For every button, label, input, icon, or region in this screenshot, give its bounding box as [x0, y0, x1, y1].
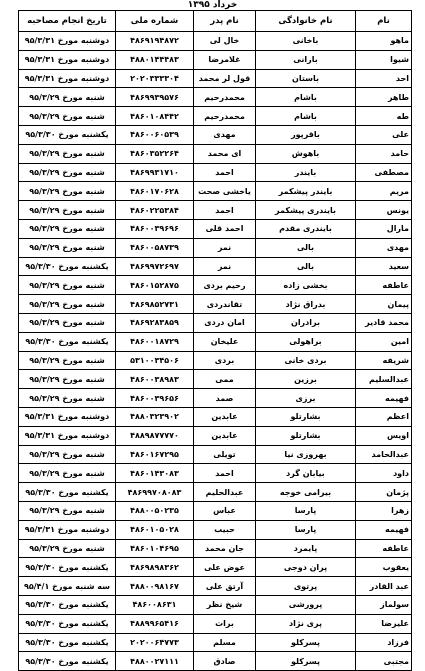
cell-interview-date: شنبه مورخ ۹۵/۳/۲۹ [19, 445, 116, 464]
cell-family: پرورشی [256, 595, 356, 614]
cell-national-id: ۴۸۸۹۸۷۷۷۷۰ [116, 426, 194, 445]
cell-national-id: ۴۸۶۰۰۳۸۹۸۳ [116, 370, 194, 389]
cell-interview-date: شنبه مورخ ۹۵/۳/۲۹ [19, 144, 116, 163]
cell-interview-date: یکشنبه مورخ ۹۵/۳/۳۰ [19, 614, 116, 633]
cell-name: طاهر [356, 88, 412, 107]
cell-interview-date: دوشنبه مورخ ۹۵/۳/۳۱ [19, 520, 116, 539]
cell-father: عابدین [194, 407, 256, 426]
cell-father: محمدرحیم [194, 107, 256, 126]
cell-father: آرتق علی [194, 577, 256, 596]
cell-name: مصطفی [356, 163, 412, 182]
cell-family: بیرامی خوجه [256, 483, 356, 502]
cell-father: احمد [194, 163, 256, 182]
cell-family: پارسا [256, 520, 356, 539]
col-header-national-id: شماره ملی [116, 11, 194, 32]
cell-interview-date: دوشنبه مورخ ۹۵/۳/۳۱ [19, 69, 116, 88]
cell-interview-date: دوشنبه مورخ ۹۵/۳/۳۱ [19, 407, 116, 426]
cell-name: امین [356, 332, 412, 351]
table-row [19, 276, 412, 295]
cell-family: بایندر پیشکمر [256, 182, 356, 201]
cell-family: بارانی [256, 50, 356, 69]
cell-national-id: ۴۸۶۹۹۳۹۵۷۶ [116, 88, 194, 107]
cell-father: شیخ نظر [194, 595, 256, 614]
cell-interview-date: شنبه مورخ ۹۵/۳/۲۹ [19, 539, 116, 558]
cell-name: عبدالحامد [356, 445, 412, 464]
cell-national-id: ۴۸۶۹۹۳۱۷۱۰ [116, 163, 194, 182]
cell-name: اعظم [356, 407, 412, 426]
cell-father: عوض علی [194, 558, 256, 577]
cell-interview-date: شنبه مورخ ۹۵/۳/۲۹ [19, 276, 116, 295]
cell-interview-date: شنبه مورخ ۹۵/۳/۲۹ [19, 182, 116, 201]
col-header-family: نام خانوادگی [256, 11, 356, 32]
cell-family: پری نژاد [256, 614, 356, 633]
cell-name: پیمان [356, 295, 412, 314]
cell-name: مجتبی [356, 652, 412, 671]
cell-name: عاطفه [356, 276, 412, 295]
cell-national-id: ۴۸۶۰۰۸۶۳۱ [116, 595, 194, 614]
cell-family: بایندری مقدم [256, 219, 356, 238]
table-row [19, 539, 412, 558]
table-row [19, 69, 412, 88]
cell-family: پران دوجی [256, 558, 356, 577]
cell-name: مهدی [356, 238, 412, 257]
cell-national-id: ۴۸۶۰۱۴۳۰۸۳ [116, 464, 194, 483]
cell-name: زهرا [356, 501, 412, 520]
cell-name: عبدالسلیم [356, 370, 412, 389]
cell-national-id: ۴۸۶۰۳۵۲۲۶۴ [116, 144, 194, 163]
cell-father: علیخان [194, 332, 256, 351]
cell-family: برادران [256, 313, 356, 332]
cell-national-id: ۲۰۲۰۳۳۳۳۰۴ [116, 69, 194, 88]
cell-family: پارسا [256, 501, 356, 520]
cell-father: غلامرضا [194, 50, 256, 69]
cell-national-id: ۴۸۸۰۰۵۰۲۳۵ [116, 501, 194, 520]
cell-national-id: ۴۸۶۹۱۹۴۸۷۲ [116, 32, 194, 51]
cell-national-id: ۴۸۸۰۰۲۷۱۱۱ [116, 652, 194, 671]
cell-father: نمر [194, 238, 256, 257]
table-row [19, 182, 412, 201]
cell-interview-date: شنبه مورخ ۹۵/۳/۲۹ [19, 351, 116, 370]
cell-family: بردی خانی [256, 351, 356, 370]
cell-national-id: ۴۸۶۰۱۷۰۶۲۸ [116, 182, 194, 201]
cell-national-id: ۴۸۶۹۸۵۲۷۳۱ [116, 295, 194, 314]
cell-interview-date: شنبه مورخ ۹۵/۳/۲۹ [19, 295, 116, 314]
cell-interview-date: شنبه مورخ ۹۵/۳/۲۹ [19, 313, 116, 332]
cell-interview-date: یکشنبه مورخ ۹۵/۳/۳۰ [19, 125, 116, 144]
cell-father: امان دردی [194, 313, 256, 332]
cell-father: خال لی [194, 32, 256, 51]
cell-father: ای محمد [194, 144, 256, 163]
cell-interview-date: دوشنبه مورخ ۹۵/۳/۳۱ [19, 426, 116, 445]
cell-interview-date: شنبه مورخ ۹۵/۳/۲۹ [19, 370, 116, 389]
table-row [19, 445, 412, 464]
cell-interview-date: یکشنبه مورخ ۹۵/۳/۳۰ [19, 595, 116, 614]
table-row [19, 652, 412, 671]
cell-interview-date: یکشنبه مورخ ۹۵/۳/۳۰ [19, 332, 116, 351]
cell-father: بردی [194, 351, 256, 370]
cell-father: ممی [194, 370, 256, 389]
cell-father: احمد قلی [194, 219, 256, 238]
cell-name: داود [356, 464, 412, 483]
cell-family: بیابان گرد [256, 464, 356, 483]
cell-family: بخشی زاده [256, 276, 356, 295]
cell-name: ماهو [356, 32, 412, 51]
cell-interview-date: دوشنبه مورخ ۹۵/۳/۳۱ [19, 32, 116, 51]
cell-interview-date: یکشنبه مورخ ۹۵/۳/۳۰ [19, 633, 116, 652]
cell-interview-date: شنبه مورخ ۹۵/۳/۲۹ [19, 238, 116, 257]
cell-national-id: ۴۸۶۰۰۶۰۵۳۹ [116, 125, 194, 144]
table-row [19, 257, 412, 276]
cell-father: عبدالحلیم [194, 483, 256, 502]
cell-father: احمد [194, 201, 256, 220]
cell-name: اویس [356, 426, 412, 445]
cell-name: طه [356, 107, 412, 126]
cell-name: سعید [356, 257, 412, 276]
interview-table [18, 10, 412, 671]
cell-family: برزین [256, 370, 356, 389]
cell-national-id: ۴۸۶۰۱۰۴۶۹۵ [116, 539, 194, 558]
cell-name: پژمان [356, 483, 412, 502]
cell-father: قول لر محمد [194, 69, 256, 88]
cell-father: یاخشی صحت [194, 182, 256, 201]
cell-father: صمد [194, 389, 256, 408]
cell-national-id: ۴۸۶۹۹۷۲۶۹۷ [116, 257, 194, 276]
cell-family: پسرکلو [256, 633, 356, 652]
cell-national-id: ۴۸۶۰۱۰۸۴۴۲ [116, 107, 194, 126]
cell-family: بالی [256, 257, 356, 276]
cell-father: حبیب [194, 520, 256, 539]
cell-national-id: ۴۸۶۰۱۰۵۰۲۸ [116, 520, 194, 539]
cell-name: شیوا [356, 50, 412, 69]
cell-family: بالی [256, 238, 356, 257]
cell-interview-date: سه شنبه مورخ ۹۵/۴/۱ [19, 577, 116, 596]
cell-family: بایندر [256, 163, 356, 182]
cell-interview-date: شنبه مورخ ۹۵/۳/۲۹ [19, 107, 116, 126]
cell-interview-date: یکشنبه مورخ ۹۵/۳/۳۰ [19, 652, 116, 671]
cell-name: احد [356, 69, 412, 88]
table-row [19, 633, 412, 652]
cell-family: بشارتلو [256, 407, 356, 426]
cell-interview-date: شنبه مورخ ۹۵/۳/۲۹ [19, 219, 116, 238]
cell-name: یعقوب [356, 558, 412, 577]
cell-name: مریم [356, 182, 412, 201]
cell-family: براهولی [256, 332, 356, 351]
cell-family: باشام [256, 107, 356, 126]
cell-family: بدراق نژاد [256, 295, 356, 314]
cell-father: تویلی [194, 445, 256, 464]
table-row [19, 407, 412, 426]
cell-interview-date: شنبه مورخ ۹۵/۳/۲۹ [19, 163, 116, 182]
cell-name: فهیمه [356, 389, 412, 408]
table-row [19, 595, 412, 614]
table-row [19, 32, 412, 51]
cell-father: جان محمد [194, 539, 256, 558]
table-row [19, 219, 412, 238]
cell-name: یونس [356, 201, 412, 220]
table-row [19, 125, 412, 144]
table-row [19, 614, 412, 633]
table-row [19, 464, 412, 483]
cell-name: شریفه [356, 351, 412, 370]
table-row [19, 107, 412, 126]
cell-interview-date: یکشنبه مورخ ۹۵/۳/۳۰ [19, 257, 116, 276]
cell-family: باهوش [256, 144, 356, 163]
cell-national-id: ۴۸۶۰۰۱۸۷۲۹ [116, 332, 194, 351]
cell-father: برات [194, 614, 256, 633]
cell-national-id: ۴۸۶۰۰۵۸۷۳۹ [116, 238, 194, 257]
table-header-row [19, 11, 412, 32]
cell-father: مسلم [194, 633, 256, 652]
cell-family: برزی [256, 389, 356, 408]
cell-national-id: ۴۸۸۰۰۹۸۱۶۷ [116, 577, 194, 596]
cell-national-id: ۴۸۶۰۰۳۹۶۵۶ [116, 389, 194, 408]
table-row [19, 351, 412, 370]
cell-name: حامد [356, 144, 412, 163]
table-row [19, 520, 412, 539]
cell-national-id: ۴۸۶۰۲۲۵۳۸۴ [116, 201, 194, 220]
cell-father: عباس [194, 501, 256, 520]
table-row [19, 370, 412, 389]
cell-father: تقاندردی [194, 295, 256, 314]
cell-family: پسرکلو [256, 652, 356, 671]
table-row [19, 163, 412, 182]
cell-name: فرزاد [356, 633, 412, 652]
cell-family: بایندری پیشکمر [256, 201, 356, 220]
page-title: خرداد ۱۳۹۵ [187, 0, 238, 10]
cell-name: علی [356, 125, 412, 144]
table-row [19, 238, 412, 257]
table-row [19, 577, 412, 596]
table-row [19, 558, 412, 577]
table-row [19, 332, 412, 351]
cell-family: بشارتلو [256, 426, 356, 445]
table-row [19, 483, 412, 502]
cell-father: صادق [194, 652, 256, 671]
cell-interview-date: یکشنبه مورخ ۹۵/۳/۳۰ [19, 483, 116, 502]
cell-name: عبد القادر [356, 577, 412, 596]
table-row [19, 88, 412, 107]
cell-national-id: ۴۸۶۰۰۳۹۶۹۶ [116, 219, 194, 238]
cell-family: پرتوی [256, 577, 356, 596]
cell-father: نمر [194, 257, 256, 276]
cell-family: بهروزی نیا [256, 445, 356, 464]
cell-interview-date: شنبه مورخ ۹۵/۳/۲۹ [19, 464, 116, 483]
cell-name: علیرضا [356, 614, 412, 633]
cell-national-id: ۴۸۶۹۹۷۰۸۰۸۳ [116, 483, 194, 502]
table-row [19, 295, 412, 314]
table-row [19, 50, 412, 69]
cell-interview-date: شنبه مورخ ۹۵/۳/۲۹ [19, 501, 116, 520]
table-row [19, 144, 412, 163]
cell-national-id: ۴۸۶۰۱۵۲۸۷۵ [116, 276, 194, 295]
table-row [19, 426, 412, 445]
cell-name: سولماز [356, 595, 412, 614]
cell-family: پایمرد [256, 539, 356, 558]
table-row [19, 389, 412, 408]
table-row [19, 501, 412, 520]
cell-interview-date: یکشنبه مورخ ۹۵/۳/۳۰ [19, 558, 116, 577]
cell-family: باستان [256, 69, 356, 88]
cell-father: رحیم بردی [194, 276, 256, 295]
table-row [19, 201, 412, 220]
cell-interview-date: شنبه مورخ ۹۵/۳/۲۹ [19, 201, 116, 220]
cell-father: عابدین [194, 426, 256, 445]
cell-name: محمد قادیر [356, 313, 412, 332]
cell-interview-date: شنبه مورخ ۹۵/۳/۲۹ [19, 389, 116, 408]
cell-national-id: ۵۳۱۰۰۳۴۵۰۶ [116, 351, 194, 370]
cell-family: باقرپور [256, 125, 356, 144]
table-row [19, 313, 412, 332]
cell-name: عاطفه [356, 539, 412, 558]
col-header-father: نام پدر [194, 11, 256, 32]
cell-interview-date: شنبه مورخ ۹۵/۳/۲۹ [19, 88, 116, 107]
col-header-interview-date: تاریخ انجام مصاحبه [19, 11, 116, 32]
cell-national-id: ۴۸۸۰۳۲۳۹۰۲ [116, 407, 194, 426]
cell-family: باشام [256, 88, 356, 107]
cell-national-id: ۴۸۶۹۸۹۸۳۶۲ [116, 558, 194, 577]
cell-father: احمد [194, 464, 256, 483]
cell-national-id: ۴۸۸۹۹۶۵۴۱۶ [116, 614, 194, 633]
cell-name: مارال [356, 219, 412, 238]
cell-interview-date: دوشنبه مورخ ۹۵/۳/۳۱ [19, 50, 116, 69]
cell-national-id: ۴۸۶۹۲۸۳۸۵۹ [116, 313, 194, 332]
cell-national-id: ۴۸۶۰۱۶۷۲۹۵ [116, 445, 194, 464]
cell-national-id: ۲۰۲۰۰۶۴۷۷۳ [116, 633, 194, 652]
col-header-name: نام [356, 11, 412, 32]
cell-father: مهدی [194, 125, 256, 144]
cell-family: باخانی [256, 32, 356, 51]
cell-name: فهیمه [356, 520, 412, 539]
cell-national-id: ۴۸۸۰۱۴۴۴۸۳ [116, 50, 194, 69]
cell-father: محمدرحیم [194, 88, 256, 107]
